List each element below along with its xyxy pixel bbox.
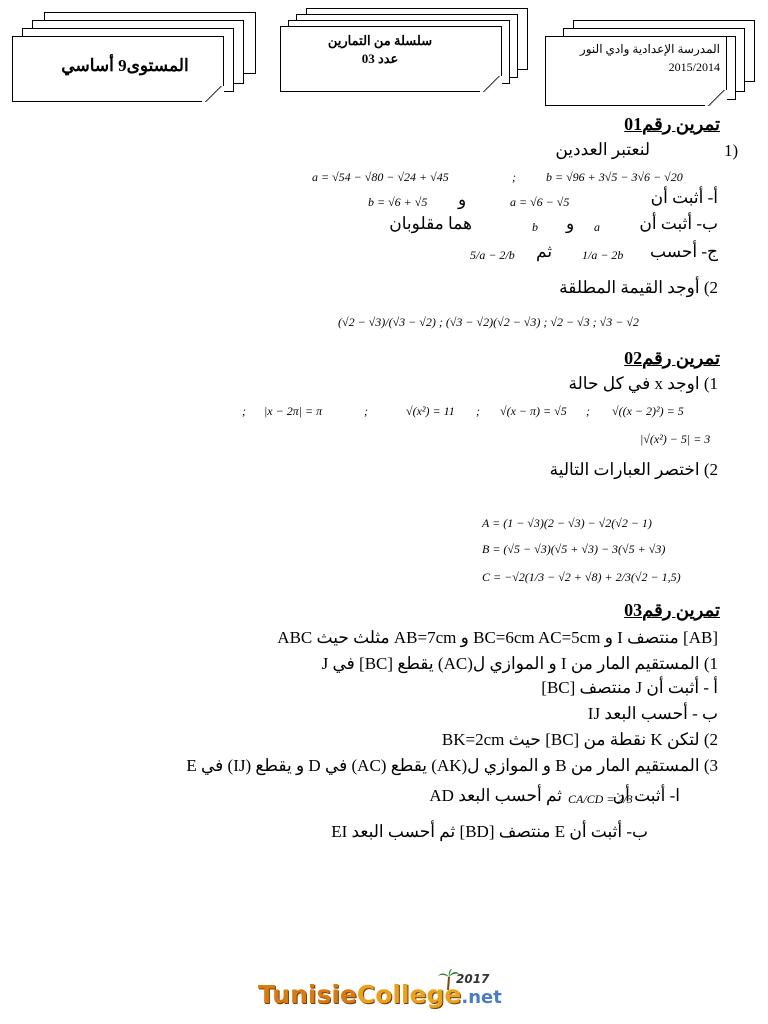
ex1-qc-then: ثم [536,242,553,261]
site-logo[interactable] [258,972,502,1009]
ex1-qc-expr2: 5/a − 2/b [470,248,515,262]
ex3-q1a: أ - أثبت أن J منتصف [BC] [541,678,718,697]
expression-B: B = (√5 − √3)(√5 + √3) − 3(√5 + √3) [482,542,666,556]
ex2-q2-text: 2) اختصر العبارات التالية [549,460,718,479]
ex2-q1-text: 1) اوجد x في كل حالة [568,374,718,393]
ex1-qa-and: و [458,190,467,209]
ex1-q1-text: لنعتبر العددين [555,140,650,159]
equation-5: |√(x²) − 5| = 3 [640,432,711,446]
ex1-qc-label: ج- أحسب [650,242,718,261]
equation-3: √(x²) = 11 [406,404,455,418]
ex3-q3b: ب- أثبت أن E منتصف [BD] ثم أحسب البعد EI [331,822,648,841]
ex3-q3a-end: ثم أحسب البعد AD [429,786,562,805]
ex3-intro: ABC مثلث حيث AB=7cm و BC=6cm AC=5cm و I منتصف [AB] [277,628,718,647]
logo-word-college: College [356,980,462,1009]
ex3-q1b: ب - أحسب البعد IJ [587,704,718,723]
ex3-q3a-label: ا- أثبت أن [612,786,680,805]
ex1-q1-number: 1) [724,141,739,160]
logo-word-net: .net [461,987,502,1008]
equation-4: |x − 2π| = π [264,404,323,418]
ex1-qb-end: هما مقلوبان [389,214,472,233]
ex1-qa-label: أ- أثبت أن [650,188,718,207]
logo-word-tunisie: Tunisie [258,980,357,1009]
school-year: 2015/2014 [668,60,720,74]
ex1-qb-label: ب- أثبت أن [639,214,718,233]
definition-separator: ; [512,170,516,184]
expression-A: A = (1 − √3)(2 − √3) − √2(√2 − 1) [482,516,652,530]
ex1-qa-expr2: b = √6 + √5 [368,195,428,209]
series-number: عدد 03 [361,51,399,66]
equation-1: √((x − 2)²) = 5 [612,404,684,418]
ex1-qa-expr1: a = √6 − √5 [510,195,570,209]
ex1-qb-and: و [566,214,575,233]
level-label: المستوى9 أساسي [61,56,189,75]
ex1-qb-a: a [594,220,600,234]
equation-sep-2: ; [476,404,480,418]
ex1-qc-expr1: 1/a − 2b [582,248,624,262]
equation-sep-1: ; [586,404,590,418]
exercise-1-title: تمرين رقم01 [624,114,720,134]
ex3-q3a-expr: CA/CD = 2/3 [568,792,633,806]
equation-sep-3: ; [364,404,368,418]
absolute-values-list: (√2 − √3)/(√3 − √2) ; (√3 − √2)(√2 − √3) ; √2 − √3 ; √3 − √2 [338,315,639,329]
expression-C: C = −√2(1/3 − √2 + √8) + 2/3(√2 − 1,5) [482,570,681,584]
ex3-q1: 1) المستقيم المار من I و الموازي ل(AC) يقطع [BC] في J [321,654,718,673]
exercise-3-title: تمرين رقم03 [624,600,720,620]
series-title: سلسلة من التمارين [327,33,433,48]
school-name: المدرسة الإعدادية وادي النور [579,42,720,56]
definition-b: b = √96 + 3√5 − 3√6 − √20 [546,170,683,184]
ex1-q2-text: 2) أوجد القيمة المطلقة [559,278,718,297]
ex3-q2: 2) لتكن K نقطة من [BC] حيث BK=2cm [441,730,718,749]
logo-year: 2017 [456,972,490,986]
definition-a: a = √54 − √80 − √24 + √45 [312,170,449,184]
ex1-qb-b: b [532,220,538,234]
exercise-2-title: تمرين رقم02 [624,348,720,368]
ex3-q3: 3) المستقيم المار من B و الموازي ل(AK) يقطع (AC) في D و يقطع (IJ) في E [186,756,718,775]
equation-2: √(x − π) = √5 [500,404,567,418]
equation-sep-4: ; [242,404,246,418]
